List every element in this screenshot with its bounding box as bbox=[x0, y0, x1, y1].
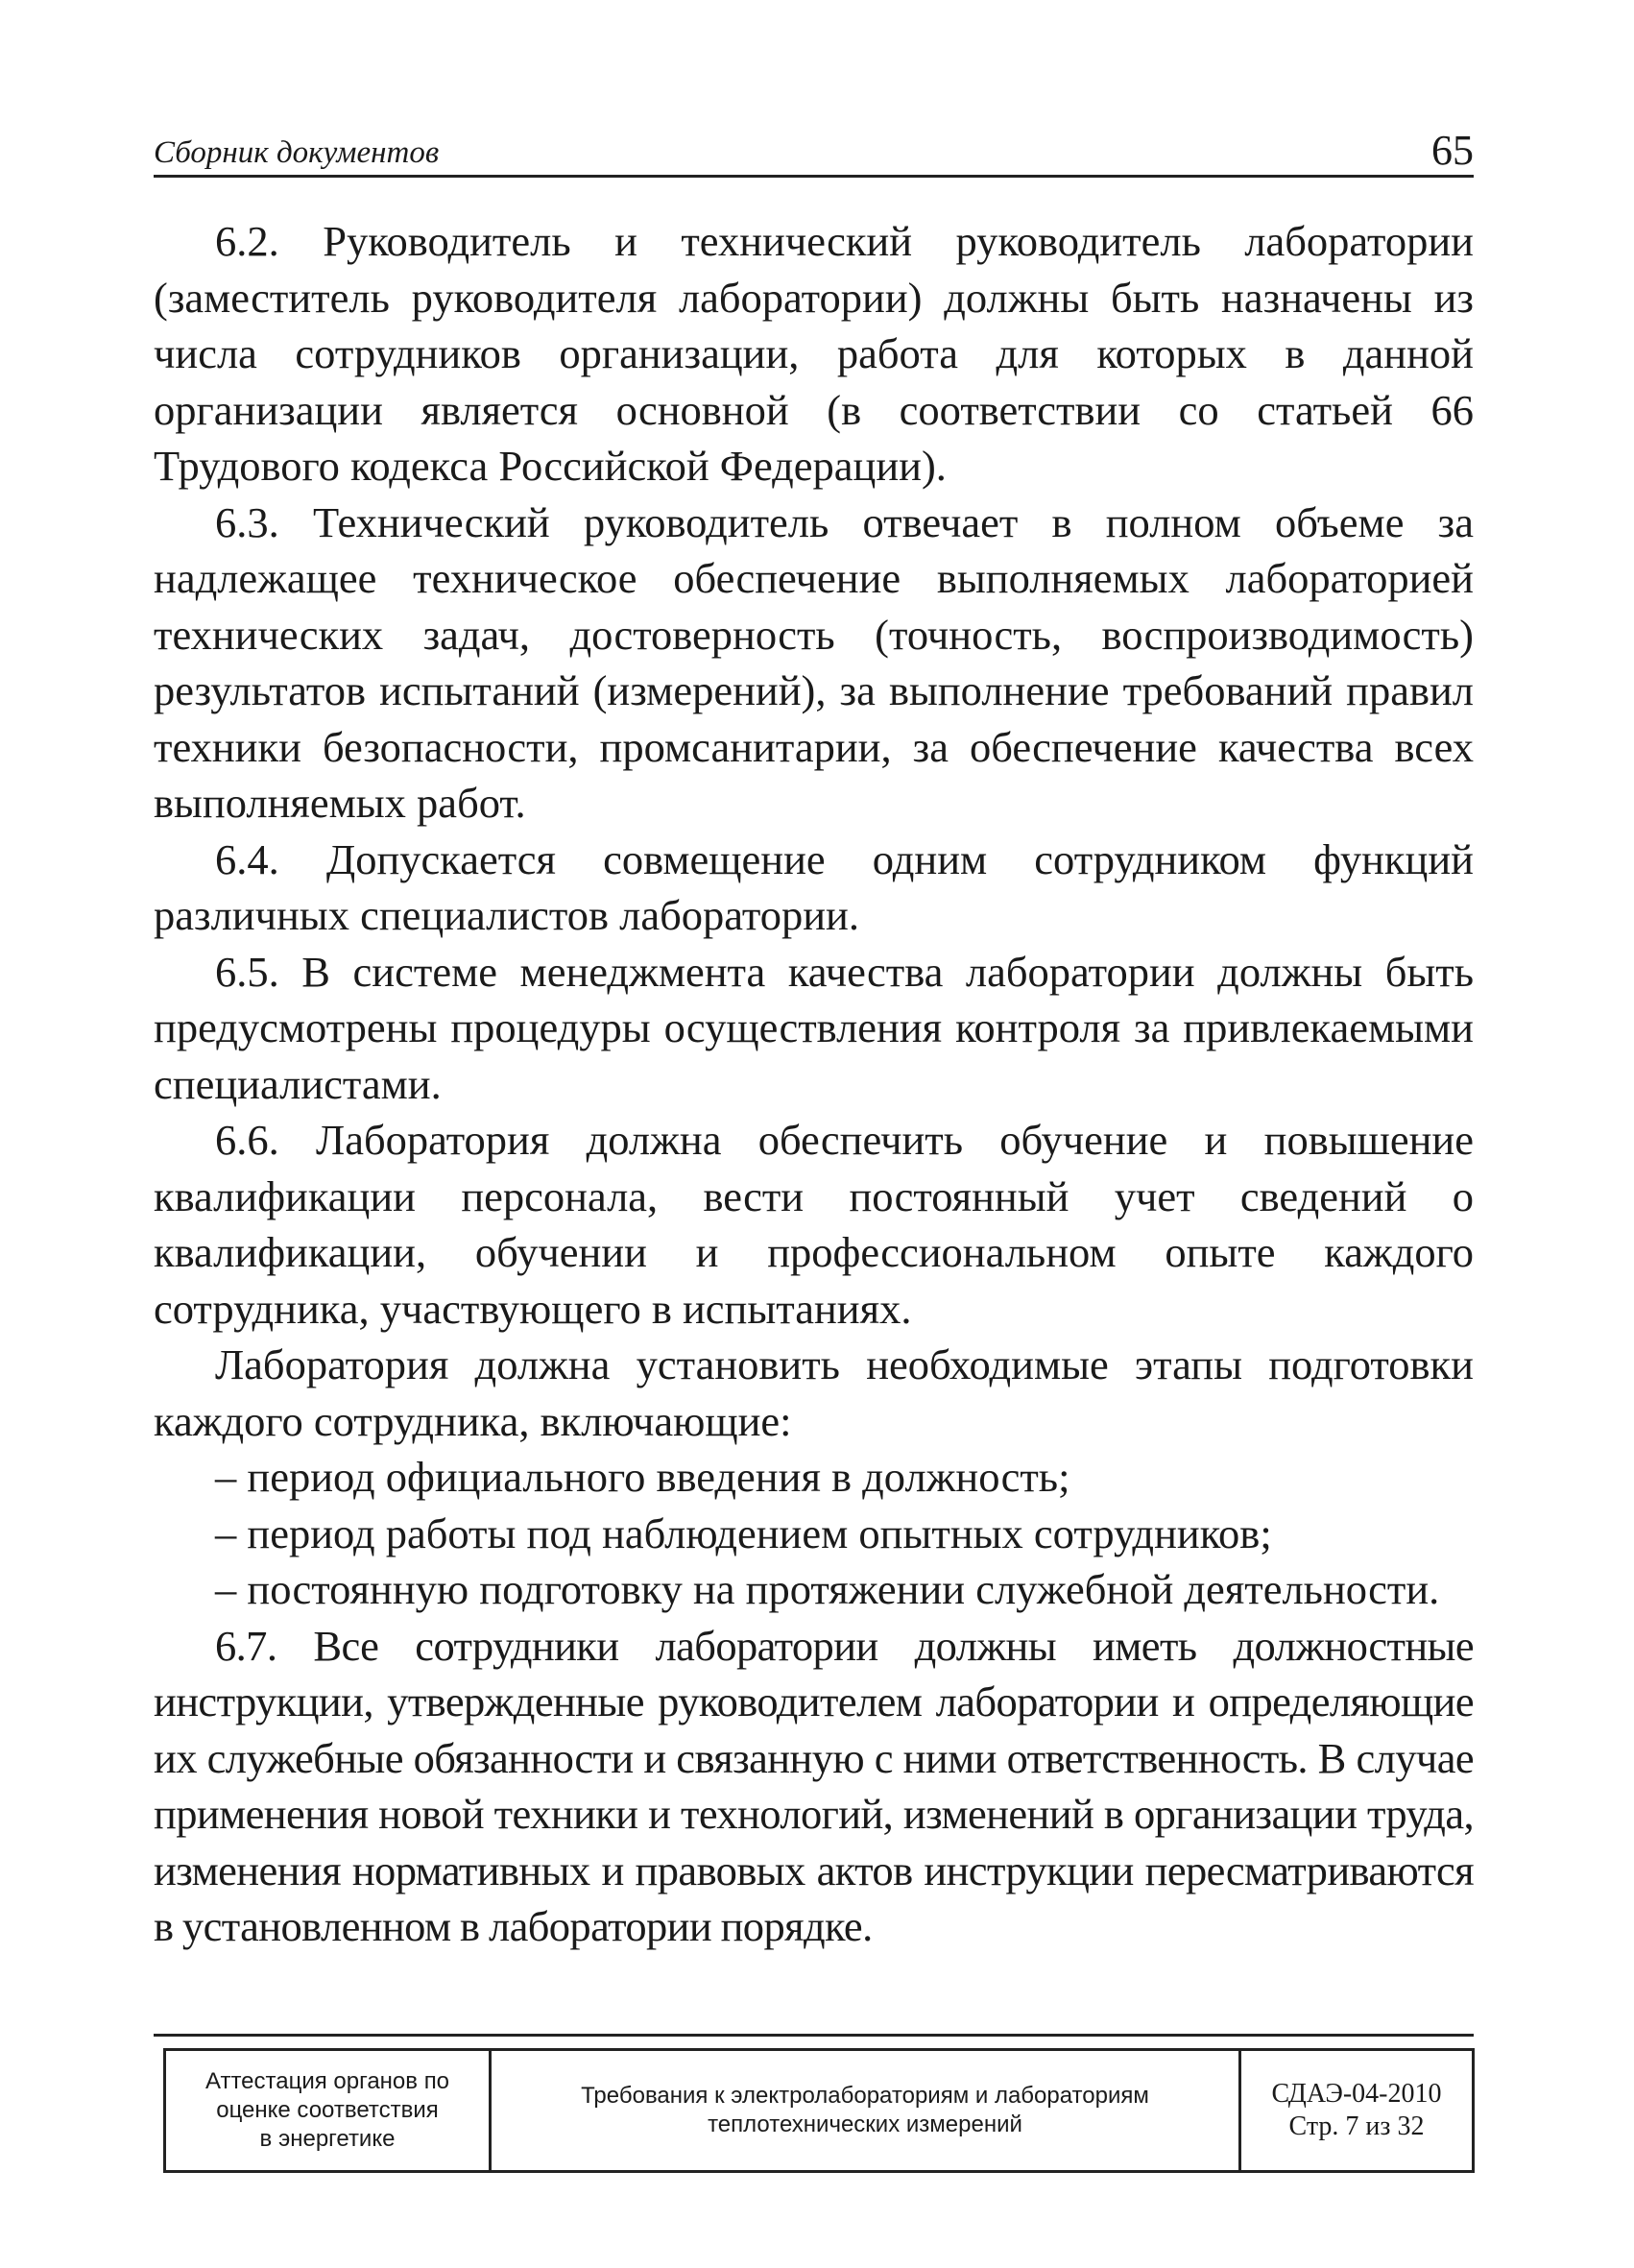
paragraph-6-3: 6.3. Технический руководитель отвечает в полном объеме за надлежащее техническое обеспечение выполняемых лабораторией технических задач, достоверность (точность, воспроизводимость) результатов испытаний (измерений), за выполнение требований правил техники безопасности, промсанитарии, за обеспечение качества всех выполняемых работ. bbox=[154, 497, 1474, 827]
footer-issuer-line: оценке соответствия bbox=[216, 2097, 439, 2123]
paragraph-training-stages: Лаборатория должна установить необходимые этапы подготовки каждого сотрудника, включающие: bbox=[154, 1340, 1474, 1445]
footer-title-line: теплотехнических измерений bbox=[708, 2111, 1022, 2137]
footer-title-cell bbox=[492, 2051, 1241, 2170]
footer-issuer-line: Аттестация органов по bbox=[204, 2068, 450, 2094]
document-body bbox=[154, 213, 1474, 1955]
footer-issuer-cell bbox=[166, 2051, 492, 2170]
page-number: 65 bbox=[1431, 127, 1474, 174]
footer-divider bbox=[154, 2034, 1474, 2037]
list-item: – период работы под наблюдением опытных сотрудников; bbox=[215, 1508, 1272, 1557]
footer-code-cell bbox=[1241, 2051, 1472, 2170]
footer-title-line: Требования к электролабораториям и лабораториям bbox=[581, 2083, 1149, 2109]
collection-title: Сборник документов bbox=[154, 135, 440, 170]
paragraph-6-2: 6.2. Руководитель и технический руководитель лаборатории (заместитель руководителя лаборатории) должны быть назначены из числа сотрудников организации, работа для которых в данной организации является основной (в соответствии со статьей 66 Трудового кодекса Российской Федерации). bbox=[154, 217, 1474, 490]
running-header bbox=[154, 123, 1474, 177]
paragraph-6-7: 6.7. Все сотрудники лаборатории должны иметь должностные инструкции, утвержденные руководителем лаборатории и определяющие их служебные обязанности и связанную с ними ответственность. В случае применения новой техники и технологий, изменений в организации труда, изменения нормативных и правовых актов инструкции пересматриваются в установленном в лаборатории порядке. bbox=[154, 1621, 1474, 1950]
paragraph-6-6: 6.6. Лаборатория должна обеспечить обучение и повышение квалификации персонала, вести постоянный учет сведений о квалификации, обучении и профессиональном опыте каждого сотрудника, участвующего в испытаниях. bbox=[154, 1116, 1474, 1333]
header-divider bbox=[154, 175, 1474, 178]
paragraph-6-4: 6.4. Допускается совмещение одним сотрудником функций различных специалистов лаборатории. bbox=[154, 834, 1474, 939]
page-counter: Стр. 7 из 32 bbox=[1288, 2111, 1425, 2141]
list-item: – период официального введения в должность; bbox=[215, 1453, 1070, 1501]
list-item: – постоянную подготовку на протяжении служебной деятельности. bbox=[215, 1565, 1440, 1613]
footer-issuer-line: в энергетике bbox=[259, 2126, 396, 2152]
document-footer-table bbox=[163, 2048, 1475, 2173]
paragraph-6-5: 6.5. В системе менеджмента качества лаборатории должны быть предусмотрены процедуры осуществления контроля за привлекаемыми специалистами. bbox=[154, 947, 1474, 1108]
document-code: СДАЭ-04-2010 bbox=[1271, 2079, 1442, 2109]
